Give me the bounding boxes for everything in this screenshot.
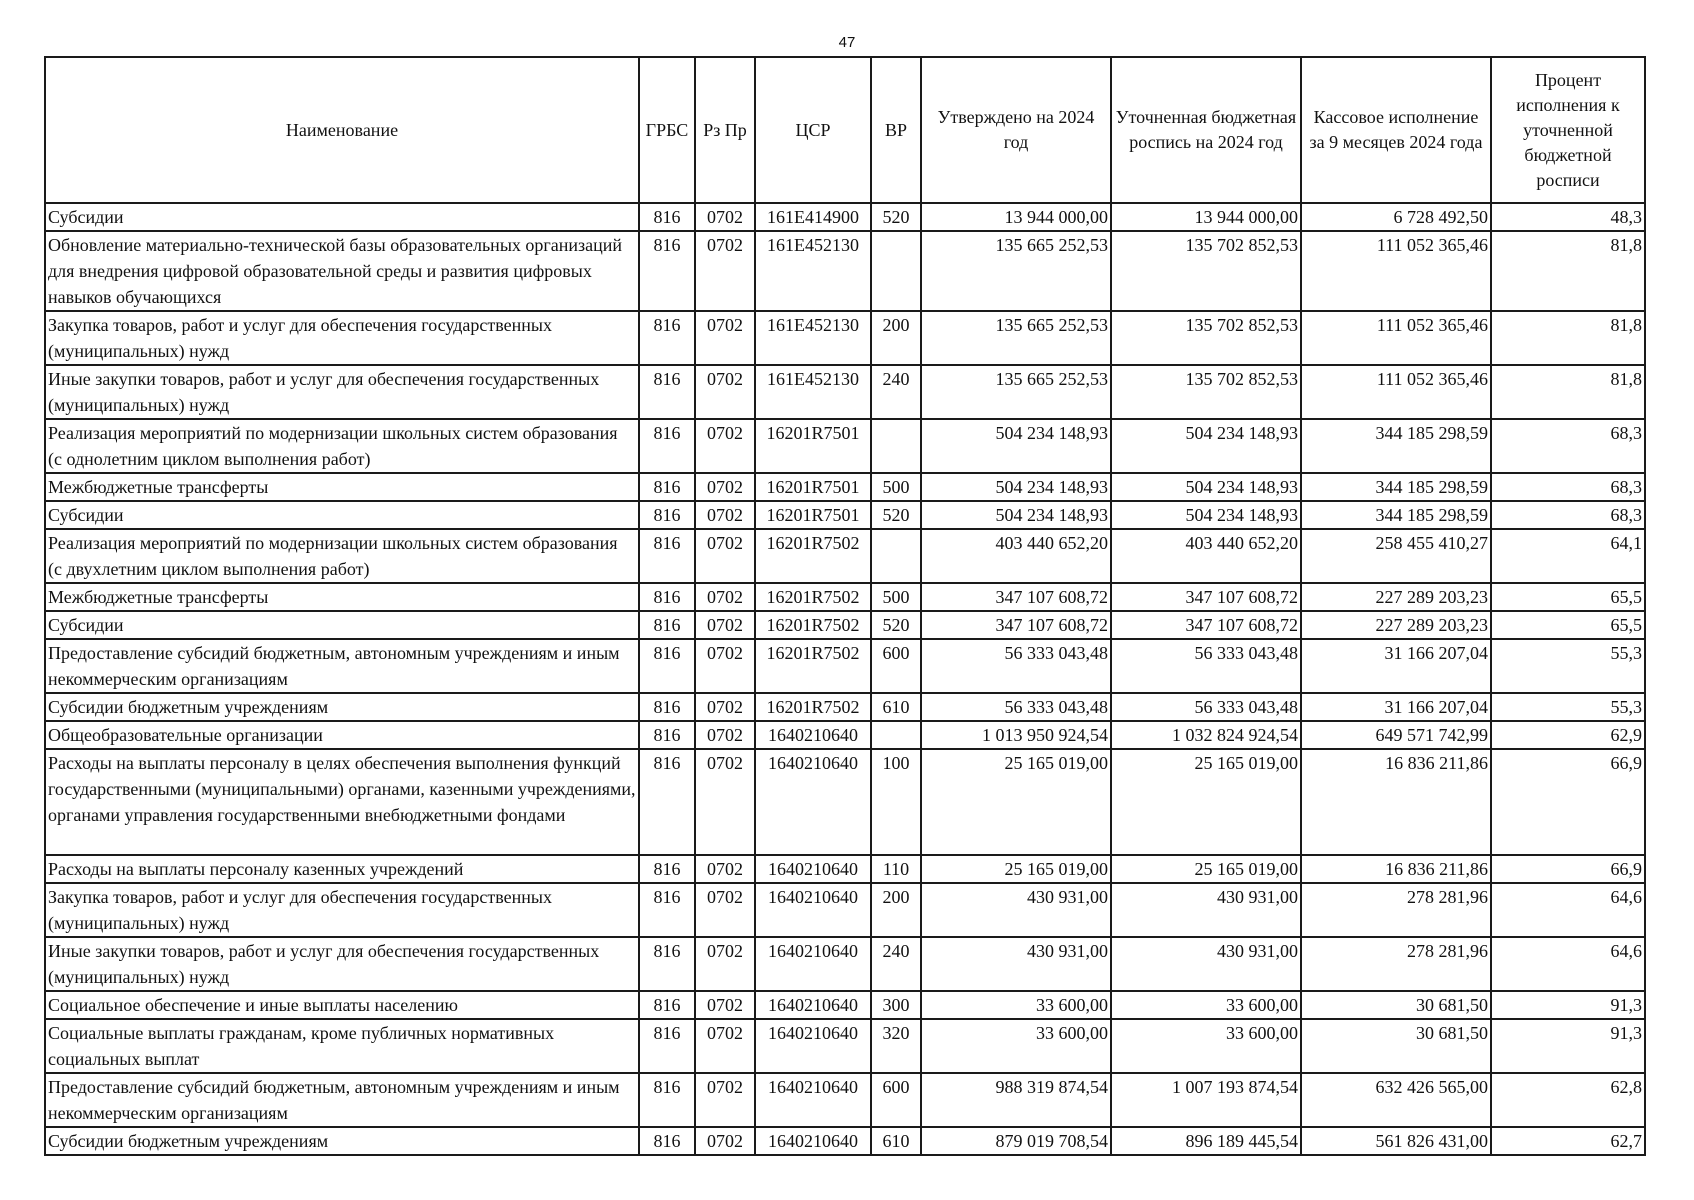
page-number: 47 bbox=[838, 34, 856, 51]
row-name-cell: Межбюджетные трансферты bbox=[45, 473, 639, 501]
row-refined-cell: 504 234 148,93 bbox=[1111, 419, 1301, 473]
row-approved-cell: 135 665 252,53 bbox=[921, 231, 1111, 311]
row-vr-cell bbox=[871, 231, 921, 311]
row-grbs-cell: 816 bbox=[639, 749, 695, 855]
row-name-cell: Социальные выплаты гражданам, кроме публичных нормативных социальных выплат bbox=[45, 1019, 639, 1073]
row-cash-cell: 258 455 410,27 bbox=[1301, 529, 1491, 583]
row-cash-cell: 31 166 207,04 bbox=[1301, 639, 1491, 693]
row-csr-cell: 16201R7501 bbox=[755, 501, 871, 529]
row-grbs-cell: 816 bbox=[639, 611, 695, 639]
row-rzpr-cell: 0702 bbox=[695, 855, 755, 883]
row-approved-cell: 347 107 608,72 bbox=[921, 583, 1111, 611]
row-rzpr-cell: 0702 bbox=[695, 501, 755, 529]
row-percent-cell: 48,3 bbox=[1491, 203, 1645, 231]
header-grbs: ГРБС bbox=[639, 57, 695, 203]
row-csr-cell: 1640210640 bbox=[755, 937, 871, 991]
row-refined-cell: 430 931,00 bbox=[1111, 937, 1301, 991]
row-percent-cell: 68,3 bbox=[1491, 501, 1645, 529]
row-vr-cell bbox=[871, 529, 921, 583]
header-cash: Кассовое исполнение за 9 месяцев 2024 года bbox=[1301, 57, 1491, 203]
row-approved-cell: 135 665 252,53 bbox=[921, 311, 1111, 365]
row-grbs-cell: 816 bbox=[639, 693, 695, 721]
row-rzpr-cell: 0702 bbox=[695, 473, 755, 501]
row-percent-cell: 65,5 bbox=[1491, 611, 1645, 639]
table-row bbox=[45, 311, 1645, 365]
row-rzpr-cell: 0702 bbox=[695, 311, 755, 365]
row-rzpr-cell: 0702 bbox=[695, 693, 755, 721]
row-refined-cell: 347 107 608,72 bbox=[1111, 583, 1301, 611]
table-row bbox=[45, 1127, 1645, 1155]
row-percent-cell: 91,3 bbox=[1491, 991, 1645, 1019]
row-approved-cell: 33 600,00 bbox=[921, 991, 1111, 1019]
table-row bbox=[45, 1073, 1645, 1127]
row-percent-cell: 64,6 bbox=[1491, 883, 1645, 937]
row-percent-cell: 64,1 bbox=[1491, 529, 1645, 583]
row-grbs-cell: 816 bbox=[639, 203, 695, 231]
row-cash-cell: 6 728 492,50 bbox=[1301, 203, 1491, 231]
row-percent-cell: 62,8 bbox=[1491, 1073, 1645, 1127]
row-name-cell: Закупка товаров, работ и услуг для обеспечения государственных (муниципальных) нужд bbox=[45, 311, 639, 365]
row-name-cell: Межбюджетные трансферты bbox=[45, 583, 639, 611]
row-refined-cell: 25 165 019,00 bbox=[1111, 855, 1301, 883]
row-csr-cell: 1640210640 bbox=[755, 1127, 871, 1155]
table-row bbox=[45, 231, 1645, 311]
row-grbs-cell: 816 bbox=[639, 529, 695, 583]
row-cash-cell: 227 289 203,23 bbox=[1301, 583, 1491, 611]
row-cash-cell: 344 185 298,59 bbox=[1301, 501, 1491, 529]
row-approved-cell: 879 019 708,54 bbox=[921, 1127, 1111, 1155]
table-row bbox=[45, 583, 1645, 611]
row-rzpr-cell: 0702 bbox=[695, 203, 755, 231]
row-percent-cell: 55,3 bbox=[1491, 693, 1645, 721]
row-name-cell: Субсидии bbox=[45, 203, 639, 231]
row-rzpr-cell: 0702 bbox=[695, 883, 755, 937]
row-approved-cell: 56 333 043,48 bbox=[921, 693, 1111, 721]
row-approved-cell: 347 107 608,72 bbox=[921, 611, 1111, 639]
row-name-cell: Расходы на выплаты персоналу казенных учреждений bbox=[45, 855, 639, 883]
row-grbs-cell: 816 bbox=[639, 855, 695, 883]
row-csr-cell: 16201R7502 bbox=[755, 529, 871, 583]
row-name-cell: Иные закупки товаров, работ и услуг для обеспечения государственных (муниципальных) нужд bbox=[45, 365, 639, 419]
row-grbs-cell: 816 bbox=[639, 883, 695, 937]
row-approved-cell: 430 931,00 bbox=[921, 883, 1111, 937]
header-rzpr: Рз Пр bbox=[695, 57, 755, 203]
row-refined-cell: 896 189 445,54 bbox=[1111, 1127, 1301, 1155]
row-percent-cell: 81,8 bbox=[1491, 365, 1645, 419]
row-csr-cell: 1640210640 bbox=[755, 1019, 871, 1073]
row-grbs-cell: 816 bbox=[639, 1019, 695, 1073]
row-approved-cell: 430 931,00 bbox=[921, 937, 1111, 991]
row-name-cell: Закупка товаров, работ и услуг для обеспечения государственных (муниципальных) нужд bbox=[45, 883, 639, 937]
row-approved-cell: 25 165 019,00 bbox=[921, 749, 1111, 855]
row-name-cell: Социальное обеспечение и иные выплаты населению bbox=[45, 991, 639, 1019]
row-approved-cell: 33 600,00 bbox=[921, 1019, 1111, 1073]
row-vr-cell: 300 bbox=[871, 991, 921, 1019]
row-csr-cell: 161E452130 bbox=[755, 365, 871, 419]
row-name-cell: Предоставление субсидий бюджетным, автономным учреждениям и иным некоммерческим организациям bbox=[45, 1073, 639, 1127]
row-name-cell: Субсидии bbox=[45, 501, 639, 529]
row-refined-cell: 13 944 000,00 bbox=[1111, 203, 1301, 231]
row-cash-cell: 278 281,96 bbox=[1301, 883, 1491, 937]
row-refined-cell: 1 007 193 874,54 bbox=[1111, 1073, 1301, 1127]
row-cash-cell: 111 052 365,46 bbox=[1301, 365, 1491, 419]
row-percent-cell: 91,3 bbox=[1491, 1019, 1645, 1073]
row-rzpr-cell: 0702 bbox=[695, 1073, 755, 1127]
row-cash-cell: 30 681,50 bbox=[1301, 1019, 1491, 1073]
header-name: Наименование bbox=[45, 57, 639, 203]
row-rzpr-cell: 0702 bbox=[695, 583, 755, 611]
row-refined-cell: 504 234 148,93 bbox=[1111, 501, 1301, 529]
row-vr-cell: 520 bbox=[871, 501, 921, 529]
header-percent: Процент исполнения к уточненной бюджетной росписи bbox=[1491, 57, 1645, 203]
table-row bbox=[45, 639, 1645, 693]
row-cash-cell: 111 052 365,46 bbox=[1301, 311, 1491, 365]
row-vr-cell: 520 bbox=[871, 611, 921, 639]
row-vr-cell: 500 bbox=[871, 473, 921, 501]
row-csr-cell: 161E414900 bbox=[755, 203, 871, 231]
table-header-row bbox=[45, 57, 1645, 203]
row-grbs-cell: 816 bbox=[639, 501, 695, 529]
row-percent-cell: 65,5 bbox=[1491, 583, 1645, 611]
budget-execution-table bbox=[44, 56, 1646, 1156]
row-approved-cell: 504 234 148,93 bbox=[921, 501, 1111, 529]
row-rzpr-cell: 0702 bbox=[695, 1019, 755, 1073]
row-cash-cell: 30 681,50 bbox=[1301, 991, 1491, 1019]
table-row bbox=[45, 203, 1645, 231]
row-vr-cell: 240 bbox=[871, 365, 921, 419]
row-refined-cell: 1 032 824 924,54 bbox=[1111, 721, 1301, 749]
row-cash-cell: 278 281,96 bbox=[1301, 937, 1491, 991]
row-percent-cell: 55,3 bbox=[1491, 639, 1645, 693]
row-vr-cell: 600 bbox=[871, 1073, 921, 1127]
row-refined-cell: 347 107 608,72 bbox=[1111, 611, 1301, 639]
row-vr-cell: 320 bbox=[871, 1019, 921, 1073]
table-row bbox=[45, 749, 1645, 855]
row-csr-cell: 1640210640 bbox=[755, 721, 871, 749]
row-vr-cell: 240 bbox=[871, 937, 921, 991]
row-grbs-cell: 816 bbox=[639, 365, 695, 419]
row-rzpr-cell: 0702 bbox=[695, 721, 755, 749]
row-cash-cell: 344 185 298,59 bbox=[1301, 419, 1491, 473]
table-row bbox=[45, 611, 1645, 639]
row-name-cell: Расходы на выплаты персоналу в целях обеспечения выполнения функций государственными (муниципальными) органами, казенными учреждениями, органами управления государственными внебюджетными фондами bbox=[45, 749, 639, 855]
row-csr-cell: 16201R7502 bbox=[755, 611, 871, 639]
row-rzpr-cell: 0702 bbox=[695, 419, 755, 473]
table-body bbox=[45, 203, 1645, 1155]
row-cash-cell: 16 836 211,86 bbox=[1301, 749, 1491, 855]
row-percent-cell: 64,6 bbox=[1491, 937, 1645, 991]
row-cash-cell: 16 836 211,86 bbox=[1301, 855, 1491, 883]
row-refined-cell: 33 600,00 bbox=[1111, 991, 1301, 1019]
row-name-cell: Субсидии бюджетным учреждениям bbox=[45, 693, 639, 721]
row-grbs-cell: 816 bbox=[639, 991, 695, 1019]
row-vr-cell: 110 bbox=[871, 855, 921, 883]
row-csr-cell: 161E452130 bbox=[755, 231, 871, 311]
row-csr-cell: 16201R7502 bbox=[755, 693, 871, 721]
row-approved-cell: 988 319 874,54 bbox=[921, 1073, 1111, 1127]
row-vr-cell: 600 bbox=[871, 639, 921, 693]
row-name-cell: Субсидии bbox=[45, 611, 639, 639]
row-cash-cell: 344 185 298,59 bbox=[1301, 473, 1491, 501]
row-cash-cell: 561 826 431,00 bbox=[1301, 1127, 1491, 1155]
row-vr-cell: 520 bbox=[871, 203, 921, 231]
row-approved-cell: 504 234 148,93 bbox=[921, 419, 1111, 473]
row-cash-cell: 632 426 565,00 bbox=[1301, 1073, 1491, 1127]
row-refined-cell: 403 440 652,20 bbox=[1111, 529, 1301, 583]
row-vr-cell bbox=[871, 721, 921, 749]
row-refined-cell: 430 931,00 bbox=[1111, 883, 1301, 937]
header-refined: Уточненная бюджетная роспись на 2024 год bbox=[1111, 57, 1301, 203]
row-percent-cell: 66,9 bbox=[1491, 749, 1645, 855]
row-name-cell: Общеобразовательные организации bbox=[45, 721, 639, 749]
row-rzpr-cell: 0702 bbox=[695, 611, 755, 639]
row-refined-cell: 56 333 043,48 bbox=[1111, 693, 1301, 721]
row-approved-cell: 504 234 148,93 bbox=[921, 473, 1111, 501]
row-name-cell: Субсидии бюджетным учреждениям bbox=[45, 1127, 639, 1155]
row-name-cell: Реализация мероприятий по модернизации школьных систем образования (с однолетним циклом выполнения работ) bbox=[45, 419, 639, 473]
row-rzpr-cell: 0702 bbox=[695, 365, 755, 419]
row-grbs-cell: 816 bbox=[639, 231, 695, 311]
row-name-cell: Иные закупки товаров, работ и услуг для обеспечения государственных (муниципальных) нужд bbox=[45, 937, 639, 991]
row-csr-cell: 1640210640 bbox=[755, 883, 871, 937]
row-vr-cell: 200 bbox=[871, 883, 921, 937]
row-grbs-cell: 816 bbox=[639, 1073, 695, 1127]
row-percent-cell: 62,9 bbox=[1491, 721, 1645, 749]
row-grbs-cell: 816 bbox=[639, 583, 695, 611]
header-vr: ВР bbox=[871, 57, 921, 203]
row-cash-cell: 227 289 203,23 bbox=[1301, 611, 1491, 639]
row-rzpr-cell: 0702 bbox=[695, 231, 755, 311]
header-csr: ЦСР bbox=[755, 57, 871, 203]
row-grbs-cell: 816 bbox=[639, 311, 695, 365]
row-approved-cell: 13 944 000,00 bbox=[921, 203, 1111, 231]
row-rzpr-cell: 0702 bbox=[695, 529, 755, 583]
row-vr-cell: 610 bbox=[871, 693, 921, 721]
table-row bbox=[45, 693, 1645, 721]
row-refined-cell: 56 333 043,48 bbox=[1111, 639, 1301, 693]
row-refined-cell: 25 165 019,00 bbox=[1111, 749, 1301, 855]
row-vr-cell bbox=[871, 419, 921, 473]
row-approved-cell: 25 165 019,00 bbox=[921, 855, 1111, 883]
row-csr-cell: 16201R7501 bbox=[755, 419, 871, 473]
row-grbs-cell: 816 bbox=[639, 473, 695, 501]
row-csr-cell: 1640210640 bbox=[755, 991, 871, 1019]
table-row bbox=[45, 883, 1645, 937]
row-csr-cell: 1640210640 bbox=[755, 1073, 871, 1127]
row-refined-cell: 504 234 148,93 bbox=[1111, 473, 1301, 501]
row-approved-cell: 1 013 950 924,54 bbox=[921, 721, 1111, 749]
table-row bbox=[45, 473, 1645, 501]
row-percent-cell: 81,8 bbox=[1491, 311, 1645, 365]
row-grbs-cell: 816 bbox=[639, 419, 695, 473]
row-cash-cell: 649 571 742,99 bbox=[1301, 721, 1491, 749]
row-csr-cell: 1640210640 bbox=[755, 855, 871, 883]
row-csr-cell: 16201R7501 bbox=[755, 473, 871, 501]
row-approved-cell: 135 665 252,53 bbox=[921, 365, 1111, 419]
row-cash-cell: 31 166 207,04 bbox=[1301, 693, 1491, 721]
table-row bbox=[45, 855, 1645, 883]
row-vr-cell: 100 bbox=[871, 749, 921, 855]
row-name-cell: Обновление материально-технической базы образовательных организаций для внедрения цифровой образовательной среды и развития цифровых навыков обучающихся bbox=[45, 231, 639, 311]
row-rzpr-cell: 0702 bbox=[695, 1127, 755, 1155]
row-csr-cell: 16201R7502 bbox=[755, 639, 871, 693]
row-rzpr-cell: 0702 bbox=[695, 639, 755, 693]
row-cash-cell: 111 052 365,46 bbox=[1301, 231, 1491, 311]
row-refined-cell: 33 600,00 bbox=[1111, 1019, 1301, 1073]
row-grbs-cell: 816 bbox=[639, 639, 695, 693]
row-refined-cell: 135 702 852,53 bbox=[1111, 231, 1301, 311]
row-vr-cell: 500 bbox=[871, 583, 921, 611]
row-percent-cell: 68,3 bbox=[1491, 419, 1645, 473]
row-approved-cell: 403 440 652,20 bbox=[921, 529, 1111, 583]
table-row bbox=[45, 937, 1645, 991]
header-approved: Утверждено на 2024 год bbox=[921, 57, 1111, 203]
table-row bbox=[45, 1019, 1645, 1073]
row-percent-cell: 68,3 bbox=[1491, 473, 1645, 501]
row-percent-cell: 66,9 bbox=[1491, 855, 1645, 883]
row-rzpr-cell: 0702 bbox=[695, 937, 755, 991]
row-vr-cell: 200 bbox=[871, 311, 921, 365]
table-row bbox=[45, 501, 1645, 529]
row-grbs-cell: 816 bbox=[639, 1127, 695, 1155]
row-csr-cell: 161E452130 bbox=[755, 311, 871, 365]
table-row bbox=[45, 419, 1645, 473]
row-csr-cell: 1640210640 bbox=[755, 749, 871, 855]
row-refined-cell: 135 702 852,53 bbox=[1111, 311, 1301, 365]
row-approved-cell: 56 333 043,48 bbox=[921, 639, 1111, 693]
table-row bbox=[45, 365, 1645, 419]
row-csr-cell: 16201R7502 bbox=[755, 583, 871, 611]
row-name-cell: Предоставление субсидий бюджетным, автономным учреждениям и иным некоммерческим организациям bbox=[45, 639, 639, 693]
row-rzpr-cell: 0702 bbox=[695, 991, 755, 1019]
row-grbs-cell: 816 bbox=[639, 937, 695, 991]
row-rzpr-cell: 0702 bbox=[695, 749, 755, 855]
table-row bbox=[45, 991, 1645, 1019]
row-percent-cell: 62,7 bbox=[1491, 1127, 1645, 1155]
table-row bbox=[45, 721, 1645, 749]
row-name-cell: Реализация мероприятий по модернизации школьных систем образования (с двухлетним циклом выполнения работ) bbox=[45, 529, 639, 583]
row-vr-cell: 610 bbox=[871, 1127, 921, 1155]
row-refined-cell: 135 702 852,53 bbox=[1111, 365, 1301, 419]
row-percent-cell: 81,8 bbox=[1491, 231, 1645, 311]
table-row bbox=[45, 529, 1645, 583]
row-grbs-cell: 816 bbox=[639, 721, 695, 749]
